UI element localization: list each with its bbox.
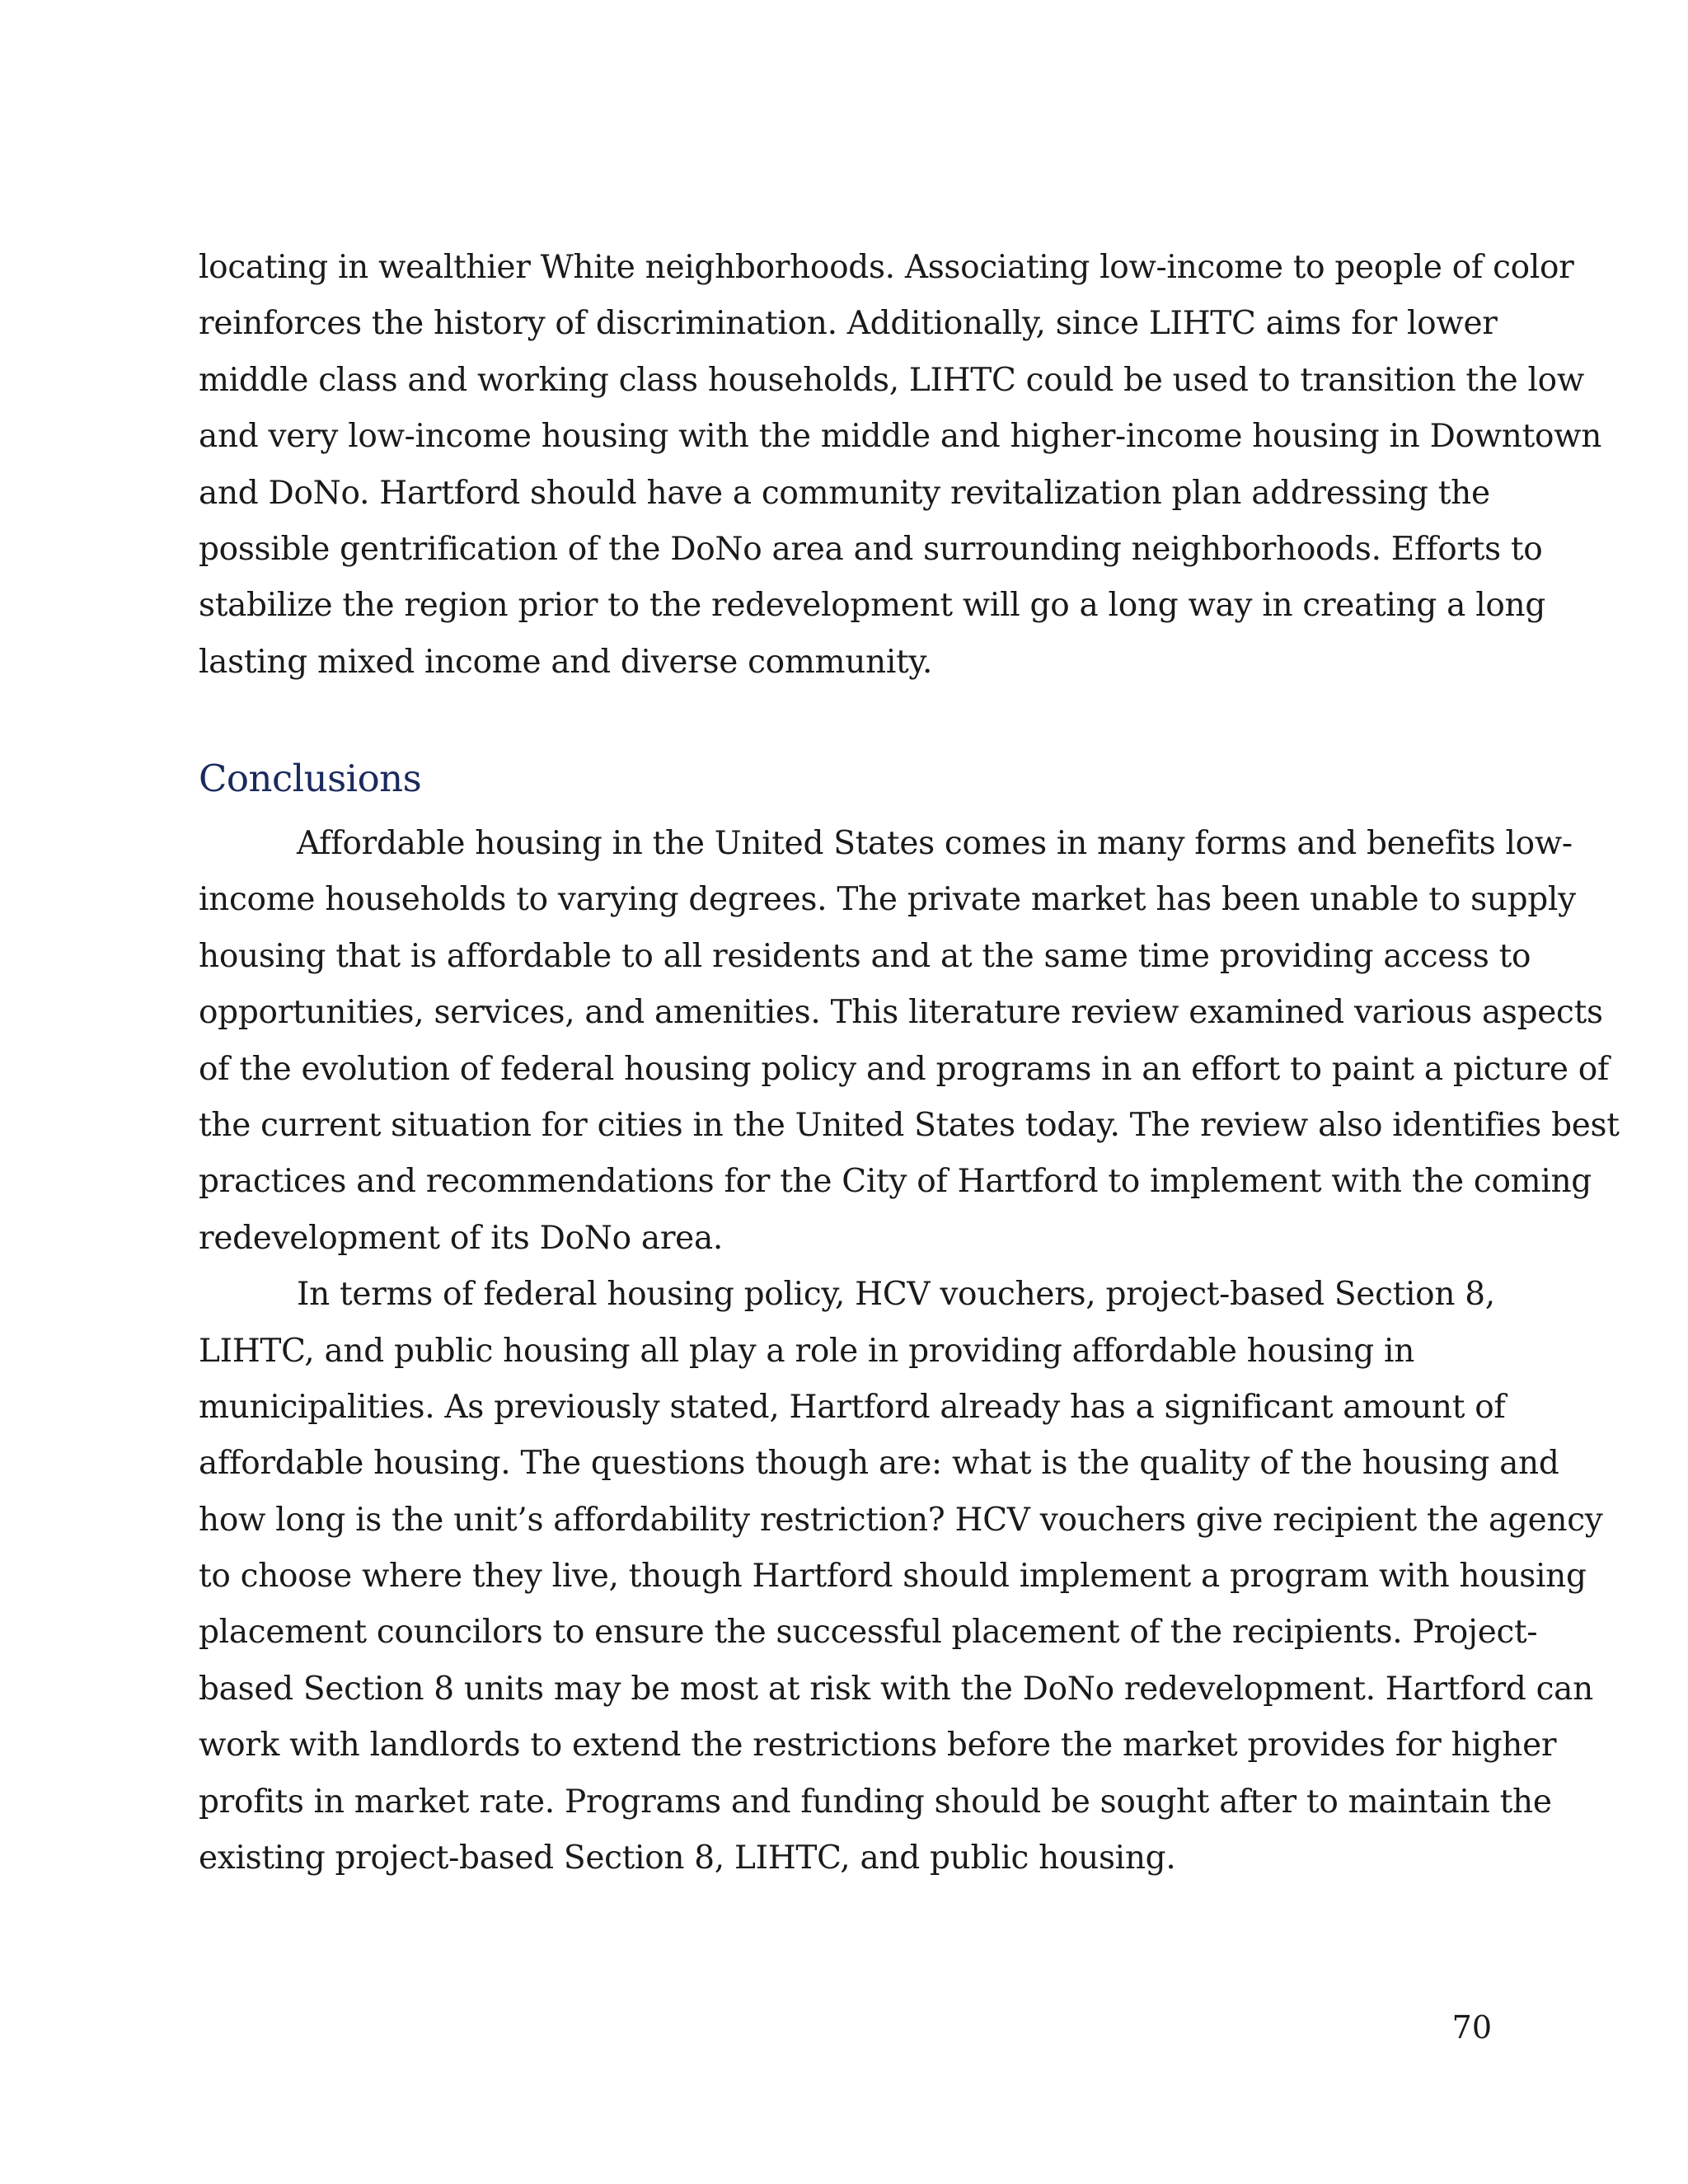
paragraph-line: LIHTC, and public housing all play a role in providing affordable housing in bbox=[199, 1332, 1415, 1370]
paragraph-line: stabilize the region prior to the redevelopment will go a long way in creating a long bbox=[199, 587, 1546, 625]
paragraph-line: existing project-based Section 8, LIHTC, and public housing. bbox=[199, 1840, 1176, 1877]
paragraph-line: municipalities. As previously stated, Hartford already has a significant amount of bbox=[199, 1388, 1506, 1426]
paragraph-line: redevelopment of its DoNo area. bbox=[199, 1219, 723, 1257]
paragraph-line: and very low-income housing with the middle and higher-income housing in Downtown bbox=[199, 418, 1602, 456]
paragraph-line: the current situation for cities in the United States today. The review also identifies best bbox=[199, 1106, 1620, 1144]
paragraph-line: to choose where they live, though Hartford should implement a program with housing bbox=[199, 1558, 1587, 1596]
intro-paragraph bbox=[199, 240, 1602, 691]
conclusions-body bbox=[199, 816, 1620, 1886]
paragraph-line: reinforces the history of discrimination. Additionally, since LIHTC aims for lower bbox=[199, 305, 1498, 343]
paragraph-line: Affordable housing in the United States comes in many forms and benefits low- bbox=[297, 825, 1573, 862]
paragraph-line: placement councilors to ensure the successful placement of the recipients. Project- bbox=[199, 1614, 1538, 1652]
paragraph-line: income households to varying degrees. The private market has been unable to supply bbox=[199, 881, 1576, 919]
paragraph-line: how long is the unit’s affordability restriction? HCV vouchers give recipient the agency bbox=[199, 1501, 1603, 1539]
paragraph-line: housing that is affordable to all residents and at the same time providing access to bbox=[199, 937, 1531, 975]
paragraph-line: work with landlords to extend the restrictions before the market provides for higher bbox=[199, 1727, 1557, 1765]
paragraph-line: affordable housing. The questions though are: what is the quality of the housing and bbox=[199, 1445, 1559, 1483]
paragraph-line: opportunities, services, and amenities. This literature review examined various aspects bbox=[199, 994, 1603, 1032]
paragraph-line: practices and recommendations for the City of Hartford to implement with the coming bbox=[199, 1163, 1592, 1201]
paragraph-line: lasting mixed income and diverse community. bbox=[199, 643, 933, 681]
paragraph-line: possible gentrification of the DoNo area and surrounding neighborhoods. Efforts to bbox=[199, 530, 1543, 568]
paragraph-line: and DoNo. Hartford should have a community revitalization plan addressing the bbox=[199, 474, 1490, 512]
page-number: 70 bbox=[1451, 2009, 1492, 2046]
paragraph-line: locating in wealthier White neighborhoods. Associating low-income to people of color bbox=[199, 249, 1574, 286]
paragraph-line: In terms of federal housing policy, HCV vouchers, project-based Section 8, bbox=[297, 1276, 1495, 1314]
paragraph-line: middle class and working class households, LIHTC could be used to transition the low bbox=[199, 361, 1584, 399]
paragraph-line: based Section 8 units may be most at risk with the DoNo redevelopment. Hartford can bbox=[199, 1670, 1593, 1708]
paragraph-line: of the evolution of federal housing policy and programs in an effort to paint a picture of bbox=[199, 1050, 1610, 1088]
paragraph-line: profits in market rate. Programs and funding should be sought after to maintain the bbox=[199, 1783, 1552, 1821]
section-heading-conclusions: Conclusions bbox=[199, 757, 422, 800]
